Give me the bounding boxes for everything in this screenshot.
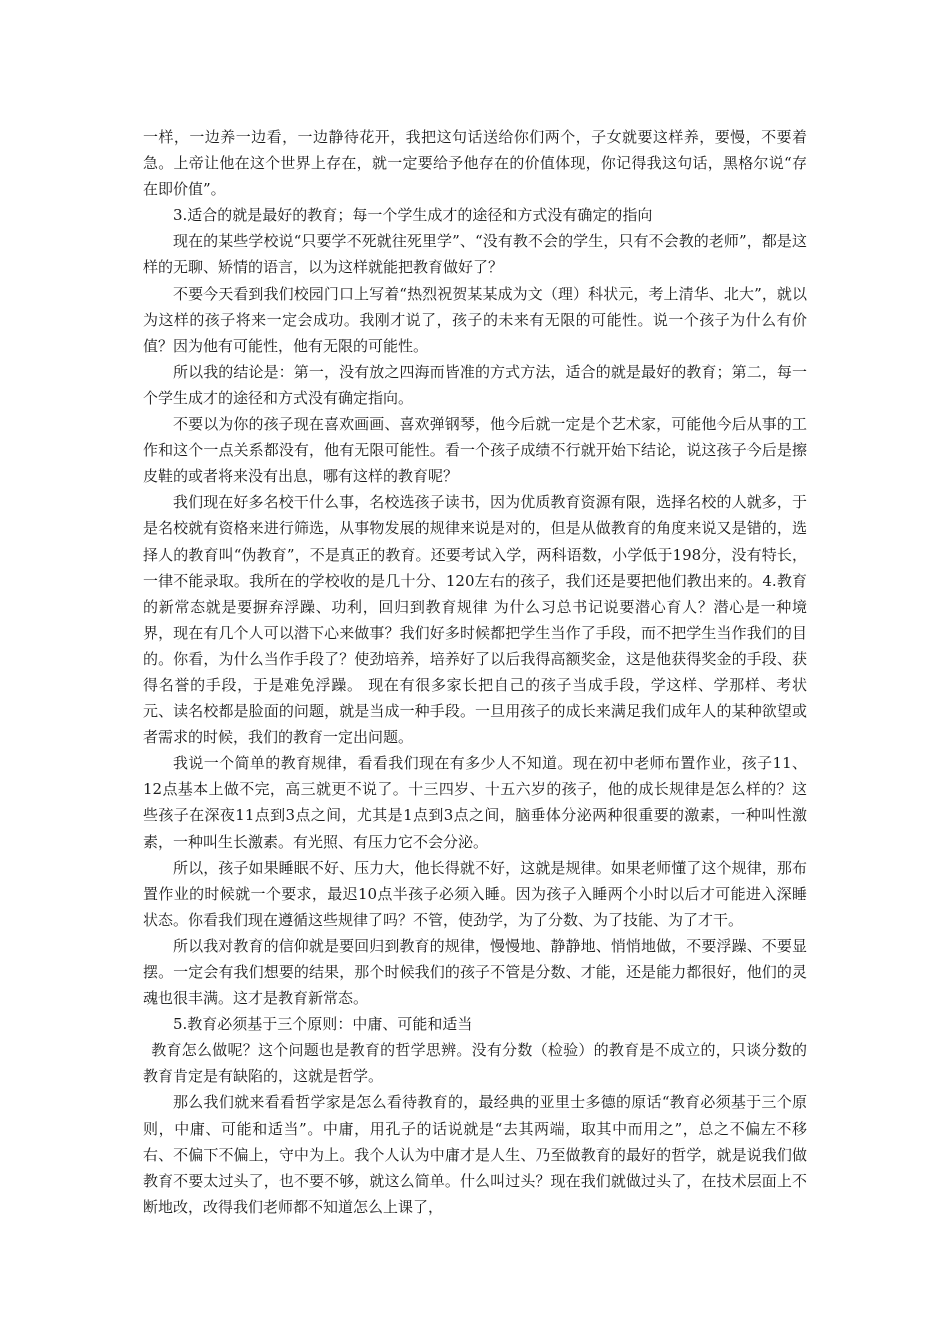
section-heading-3: 3.适合的就是最好的教育；每一个学生成才的途径和方式没有确定的指向 — [173, 206, 653, 225]
paragraph: 不要以为你的孩子现在喜欢画画、喜欢弹钢琴，他今后就一定是个艺术家，可能他今后从事的工作和这个一点关系都没有，他有无限可能性。看一个孩子成绩不行就开始下结论，说这孩子今后是擦皮鞋的或者将来没有出息，哪有这样的教育呢？ — [143, 415, 807, 486]
paragraph: 所以我的结论是：第一，没有放之四海而皆准的方式方法，适合的就是最好的教育；第二，每一个学生成才的途径和方式没有确定指向。 — [143, 362, 807, 407]
paragraph: 不要今天看到我们校园门口上写着“热烈祝贺某某成为文（理）科状元，考上清华、北大”，就以为这样的孩子将来一定会成功。我刚才说了，孩子的未来有无限的可能性。说一个孩子为什么有价值？因为他有可能性，他有无限的可能性。 — [143, 284, 807, 355]
paragraph: 所以，孩子如果睡眠不好、压力大，他长得就不好，这就是规律。如果老师懂了这个规律，那布置作业的时候就一个要求，最迟10点半孩子必须入睡。因为孩子入睡两个小时以后才可能进入深睡状态。你看我们现在遵循这些规律了吗？不管，使劲学，为了分数、为了技能、为了才干。 — [143, 858, 807, 929]
paragraph: 教育怎么做呢？这个问题也是教育的哲学思辨。没有分数（检验）的教育是不成立的，只谈分数的教育肯定是有缺陷的，这就是哲学。 — [143, 1041, 807, 1086]
paragraph: 我们现在好多名校干什么事，名校选孩子读书，因为优质教育资源有限，选择名校的人就多，于是名校就有资格来进行筛选，从事物发展的规律来说是对的，但是从做教育的角度来说又是错的，选择人的教育叫“伪教育”，不是真正的教育。还要考试入学，两科语数，小学低于198分，没有特长，一律不能录取。我所在的学校收的是几十分、120左右的孩子，我们还是要把他们教出来的。4.教育的新常态就是要摒弃浮躁、功利，回归到教育规律 为什么习总书记说要潜心育人？潜心是一种境界，现在有几个人可以潜下心来做事？我们好多时候都把学生当作了手段，而不把学生当作我们的目的。你看，为什么当作手段了？使劲培养，培养好了以后我得高额奖金，这是他获得奖金的手段、获得名誉的手段，于是难免浮躁。 现在有很多家长把自己的孩子当成手段，学这样、学那样、考状元、读名校都是脸面的问题，就是当成一种手段。一旦用孩子的成长来满足我们成年人的某种欲望或者需求的时候，我们的教育一定出问题。 — [143, 493, 807, 747]
section-heading-5: 5.教育必须基于三个原则：中庸、可能和适当 — [173, 1015, 473, 1034]
document-page — [143, 124, 807, 1220]
paragraph: 那么我们就来看看哲学家是怎么看待教育的，最经典的亚里士多德的原话“教育必须基于三个原则，中庸、可能和适当”。中庸，用孔子的话说就是“去其两端，取其中而用之”，总之不偏左不移右、不偏下不偏上，守中为上。我个人认为中庸才是人生、乃至做教育的最好的哲学，就是说我们做教育不要太过头了，也不要不够，就这么简单。什么叫过头？现在我们就做过头了，在技术层面上不断地改，改得我们老师都不知道怎么上课了， — [143, 1093, 807, 1216]
paragraph: 所以我对教育的信仰就是要回归到教育的规律，慢慢地、静静地、悄悄地做，不要浮躁、不要显摆。一定会有我们想要的结果，那个时候我们的孩子不管是分数、才能，还是能力都很好，他们的灵魂也很丰满。这才是教育新常态。 — [143, 936, 807, 1008]
paragraph-continuation: 一样，一边养一边看，一边静待花开，我把这句话送给你们两个，子女就要这样养，要慢，不要着急。上帝让他在这个世界上存在，就一定要给予他存在的价值体现，你记得我这句话，黑格尔说“存在即价值”。 — [143, 128, 807, 199]
paragraph: 现在的某些学校说“只要学不死就往死里学”、“没有教不会的学生，只有不会教的老师”，都是这样的无聊、矫情的语言，以为这样就能把教育做好了？ — [143, 232, 807, 277]
paragraph: 我说一个简单的教育规律，看看我们现在有多少人不知道。现在初中老师布置作业，孩子11、12点基本上做不完，高三就更不说了。十三四岁、十五六岁的孩子，他的成长规律是怎么样的？这些孩子在深夜11点到3点之间，尤其是1点到3点之间，脑垂体分泌两种很重要的激素，一种叫性激素，一种叫生长激素。有光照、有压力它不会分泌。 — [143, 754, 807, 851]
